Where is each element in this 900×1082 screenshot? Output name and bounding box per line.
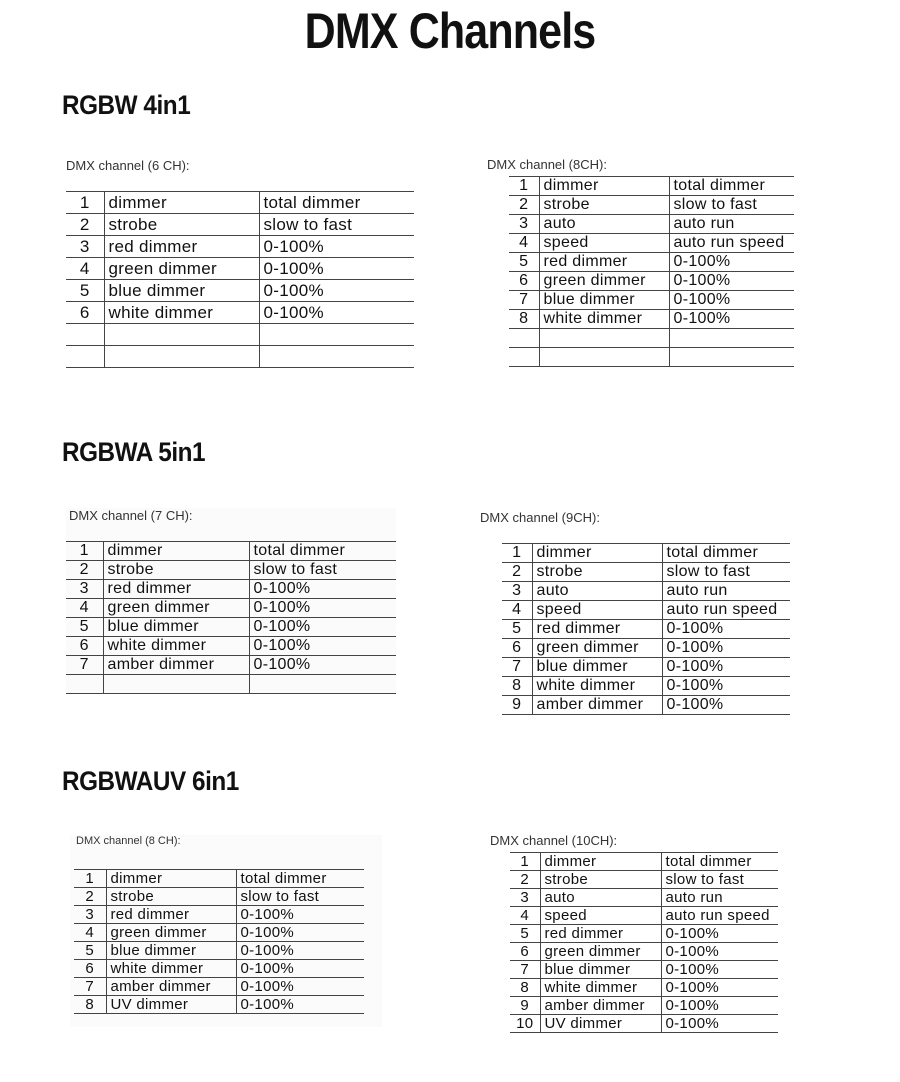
section-title-rgbwauv: RGBWAUV 6in1 xyxy=(62,766,239,796)
channel-function: red dimmer xyxy=(540,925,661,943)
channel-number: 7 xyxy=(74,978,106,996)
table-row xyxy=(502,620,790,639)
table-row xyxy=(66,324,414,346)
table-row xyxy=(66,280,414,302)
dmx-table xyxy=(74,869,364,1014)
channel-function: blue dimmer xyxy=(539,291,669,310)
channel-value: 0-100% xyxy=(236,996,364,1014)
dmx-table-block xyxy=(66,508,396,694)
table-row xyxy=(74,996,364,1014)
channel-value: 0-100% xyxy=(249,637,396,656)
channel-function: dimmer xyxy=(103,542,249,561)
channel-number xyxy=(66,675,103,694)
table-row xyxy=(502,696,790,715)
channel-number: 10 xyxy=(510,1015,540,1033)
table-row xyxy=(510,889,778,907)
table-row xyxy=(66,675,396,694)
channel-number: 5 xyxy=(509,253,539,272)
table-caption: DMX channel (9CH): xyxy=(480,510,600,525)
channel-function: blue dimmer xyxy=(540,961,661,979)
channel-value: 0-100% xyxy=(249,656,396,675)
channel-function: dimmer xyxy=(540,853,661,871)
table-row xyxy=(509,348,794,367)
channel-number: 9 xyxy=(510,997,540,1015)
channel-number xyxy=(509,329,539,348)
channel-number: 2 xyxy=(66,561,103,580)
page-title: DMX Channels xyxy=(304,3,596,59)
table-row xyxy=(510,997,778,1015)
channel-function xyxy=(103,675,249,694)
channel-function: green dimmer xyxy=(539,272,669,291)
channel-number: 7 xyxy=(502,658,532,677)
channel-value: 0-100% xyxy=(661,943,778,961)
channel-number: 1 xyxy=(66,192,104,214)
channel-function: blue dimmer xyxy=(104,280,259,302)
channel-number: 8 xyxy=(509,310,539,329)
section-title-rgbwa: RGBWA 5in1 xyxy=(62,437,206,467)
dmx-table xyxy=(510,852,778,1033)
dmx-table-block xyxy=(70,835,382,1027)
table-row xyxy=(509,329,794,348)
channel-function: dimmer xyxy=(532,544,662,563)
table-row xyxy=(66,618,396,637)
dmx-table xyxy=(66,191,414,368)
channel-value: 0-100% xyxy=(249,618,396,637)
channel-function: white dimmer xyxy=(103,637,249,656)
channel-value: slow to fast xyxy=(661,871,778,889)
channel-value: total dimmer xyxy=(669,177,794,196)
channel-value: auto run speed xyxy=(661,907,778,925)
channel-value: total dimmer xyxy=(249,542,396,561)
channel-number xyxy=(509,348,539,367)
channel-number: 3 xyxy=(510,889,540,907)
channel-number: 9 xyxy=(502,696,532,715)
channel-function xyxy=(539,348,669,367)
channel-value: 0-100% xyxy=(662,658,790,677)
channel-number: 3 xyxy=(74,906,106,924)
channel-value: auto run speed xyxy=(669,234,794,253)
channel-function: dimmer xyxy=(539,177,669,196)
channel-number: 4 xyxy=(66,599,103,618)
channel-value: 0-100% xyxy=(259,258,414,280)
table-row xyxy=(66,236,414,258)
table-row xyxy=(510,961,778,979)
channel-value xyxy=(669,348,794,367)
channel-number: 5 xyxy=(74,942,106,960)
channel-number: 6 xyxy=(502,639,532,658)
table-caption: DMX channel (8 CH): xyxy=(76,835,181,847)
channel-value: 0-100% xyxy=(661,1015,778,1033)
channel-function: strobe xyxy=(539,196,669,215)
channel-number: 6 xyxy=(509,272,539,291)
channel-number: 2 xyxy=(74,888,106,906)
channel-value: slow to fast xyxy=(259,214,414,236)
channel-value: auto run speed xyxy=(662,601,790,620)
channel-number: 8 xyxy=(502,677,532,696)
table-row xyxy=(66,192,414,214)
channel-number: 4 xyxy=(66,258,104,280)
channel-value: 0-100% xyxy=(661,925,778,943)
channel-number: 1 xyxy=(502,544,532,563)
channel-function: red dimmer xyxy=(106,906,236,924)
channel-value: slow to fast xyxy=(236,888,364,906)
channel-function: dimmer xyxy=(104,192,259,214)
table-row xyxy=(74,888,364,906)
channel-value: total dimmer xyxy=(662,544,790,563)
table-caption: DMX channel (6 CH): xyxy=(66,158,190,173)
table-row xyxy=(509,215,794,234)
table-row xyxy=(509,272,794,291)
channel-value: 0-100% xyxy=(662,620,790,639)
channel-function: green dimmer xyxy=(532,639,662,658)
dmx-table-block xyxy=(66,158,414,368)
channel-function: white dimmer xyxy=(539,310,669,329)
channel-function xyxy=(104,324,259,346)
channel-value: 0-100% xyxy=(236,924,364,942)
channel-value: 0-100% xyxy=(661,997,778,1015)
table-row xyxy=(510,943,778,961)
channel-function xyxy=(104,346,259,368)
channel-value: 0-100% xyxy=(236,906,364,924)
channel-number: 3 xyxy=(66,580,103,599)
channel-value xyxy=(259,324,414,346)
channel-function: green dimmer xyxy=(104,258,259,280)
channel-function xyxy=(539,329,669,348)
channel-function: blue dimmer xyxy=(103,618,249,637)
channel-value: 0-100% xyxy=(669,272,794,291)
table-row xyxy=(74,870,364,888)
channel-number: 2 xyxy=(502,563,532,582)
table-row xyxy=(502,677,790,696)
table-row xyxy=(502,582,790,601)
channel-function: red dimmer xyxy=(532,620,662,639)
channel-number: 4 xyxy=(510,907,540,925)
section-title-rgbw: RGBW 4in1 xyxy=(62,90,191,120)
channel-number: 2 xyxy=(66,214,104,236)
channel-value: total dimmer xyxy=(259,192,414,214)
channel-value: 0-100% xyxy=(236,960,364,978)
table-row xyxy=(509,196,794,215)
channel-number xyxy=(66,324,104,346)
channel-number: 1 xyxy=(510,853,540,871)
channel-value: 0-100% xyxy=(669,253,794,272)
channel-number: 4 xyxy=(509,234,539,253)
table-row xyxy=(509,234,794,253)
channel-value: 0-100% xyxy=(662,696,790,715)
channel-value: auto run xyxy=(661,889,778,907)
channel-value: 0-100% xyxy=(661,979,778,997)
channel-function: red dimmer xyxy=(103,580,249,599)
channel-value: total dimmer xyxy=(661,853,778,871)
channel-value: 0-100% xyxy=(662,639,790,658)
dmx-table xyxy=(502,543,790,715)
table-row xyxy=(510,871,778,889)
table-caption: DMX channel (7 CH): xyxy=(69,508,193,523)
channel-function: UV dimmer xyxy=(540,1015,661,1033)
channel-function: amber dimmer xyxy=(532,696,662,715)
table-row xyxy=(66,580,396,599)
channel-number: 6 xyxy=(66,637,103,656)
dmx-table xyxy=(66,541,396,694)
table-row xyxy=(74,924,364,942)
table-row xyxy=(509,310,794,329)
channel-function: auto xyxy=(532,582,662,601)
table-row xyxy=(502,639,790,658)
channel-number: 5 xyxy=(66,618,103,637)
table-row xyxy=(66,346,414,368)
channel-function: white dimmer xyxy=(532,677,662,696)
channel-function: strobe xyxy=(103,561,249,580)
channel-value: slow to fast xyxy=(662,563,790,582)
channel-number: 2 xyxy=(510,871,540,889)
table-row xyxy=(510,979,778,997)
channel-function: red dimmer xyxy=(539,253,669,272)
table-row xyxy=(66,214,414,236)
table-row xyxy=(502,544,790,563)
table-row xyxy=(66,302,414,324)
channel-function: strobe xyxy=(106,888,236,906)
table-row xyxy=(74,942,364,960)
table-row xyxy=(74,960,364,978)
channel-function: speed xyxy=(539,234,669,253)
channel-number: 6 xyxy=(510,943,540,961)
channel-function: speed xyxy=(532,601,662,620)
channel-number: 1 xyxy=(74,870,106,888)
channel-number: 1 xyxy=(66,542,103,561)
channel-function: UV dimmer xyxy=(106,996,236,1014)
dmx-table-block xyxy=(480,510,790,715)
table-row xyxy=(66,258,414,280)
channel-number: 3 xyxy=(502,582,532,601)
channel-number: 3 xyxy=(509,215,539,234)
channel-value: auto run xyxy=(662,582,790,601)
channel-function: strobe xyxy=(532,563,662,582)
channel-number: 7 xyxy=(509,291,539,310)
channel-function: green dimmer xyxy=(540,943,661,961)
table-row xyxy=(66,656,396,675)
channel-function: blue dimmer xyxy=(532,658,662,677)
channel-function: amber dimmer xyxy=(106,978,236,996)
channel-function: green dimmer xyxy=(106,924,236,942)
channel-number: 8 xyxy=(74,996,106,1014)
channel-value: 0-100% xyxy=(669,291,794,310)
channel-number: 5 xyxy=(66,280,104,302)
channel-number: 1 xyxy=(509,177,539,196)
channel-value: auto run xyxy=(669,215,794,234)
channel-number: 5 xyxy=(510,925,540,943)
channel-value: 0-100% xyxy=(259,302,414,324)
channel-function: amber dimmer xyxy=(540,997,661,1015)
channel-value: slow to fast xyxy=(249,561,396,580)
channel-number: 7 xyxy=(510,961,540,979)
channel-function: auto xyxy=(539,215,669,234)
table-row xyxy=(66,542,396,561)
channel-number: 6 xyxy=(74,960,106,978)
table-row xyxy=(502,601,790,620)
channel-value: 0-100% xyxy=(661,961,778,979)
dmx-table-block xyxy=(487,157,794,367)
channel-number: 6 xyxy=(66,302,104,324)
channel-value: 0-100% xyxy=(669,310,794,329)
channel-number: 5 xyxy=(502,620,532,639)
table-caption: DMX channel (10CH): xyxy=(490,833,618,848)
channel-value: 0-100% xyxy=(236,978,364,996)
channel-function: white dimmer xyxy=(106,960,236,978)
table-row xyxy=(66,561,396,580)
table-row xyxy=(509,291,794,310)
channel-function: auto xyxy=(540,889,661,907)
dmx-table-block xyxy=(490,833,778,1033)
channel-value: 0-100% xyxy=(259,236,414,258)
channel-function: speed xyxy=(540,907,661,925)
channel-value: 0-100% xyxy=(249,580,396,599)
channel-function: white dimmer xyxy=(104,302,259,324)
channel-function: green dimmer xyxy=(103,599,249,618)
channel-value xyxy=(249,675,396,694)
table-row xyxy=(509,253,794,272)
channel-number: 4 xyxy=(502,601,532,620)
table-row xyxy=(510,1015,778,1033)
channel-function: amber dimmer xyxy=(103,656,249,675)
table-row xyxy=(74,906,364,924)
channel-function: blue dimmer xyxy=(106,942,236,960)
channel-value: 0-100% xyxy=(236,942,364,960)
channel-function: strobe xyxy=(540,871,661,889)
channel-function: white dimmer xyxy=(540,979,661,997)
channel-number: 3 xyxy=(66,236,104,258)
channel-value: 0-100% xyxy=(662,677,790,696)
channel-number: 4 xyxy=(74,924,106,942)
channel-function: strobe xyxy=(104,214,259,236)
table-row xyxy=(509,177,794,196)
channel-value xyxy=(669,329,794,348)
channel-number: 8 xyxy=(510,979,540,997)
channel-value: 0-100% xyxy=(249,599,396,618)
table-row xyxy=(510,907,778,925)
channel-value: 0-100% xyxy=(259,280,414,302)
table-row xyxy=(502,658,790,677)
channel-value: slow to fast xyxy=(669,196,794,215)
table-row xyxy=(502,563,790,582)
table-row xyxy=(66,599,396,618)
table-row xyxy=(74,978,364,996)
table-caption: DMX channel (8CH): xyxy=(487,157,607,172)
dmx-table xyxy=(509,176,794,367)
table-row xyxy=(510,853,778,871)
channel-number: 7 xyxy=(66,656,103,675)
channel-function: dimmer xyxy=(106,870,236,888)
channel-number: 2 xyxy=(509,196,539,215)
channel-value xyxy=(259,346,414,368)
channel-value: total dimmer xyxy=(236,870,364,888)
channel-function: red dimmer xyxy=(104,236,259,258)
table-row xyxy=(510,925,778,943)
channel-number xyxy=(66,346,104,368)
table-row xyxy=(66,637,396,656)
